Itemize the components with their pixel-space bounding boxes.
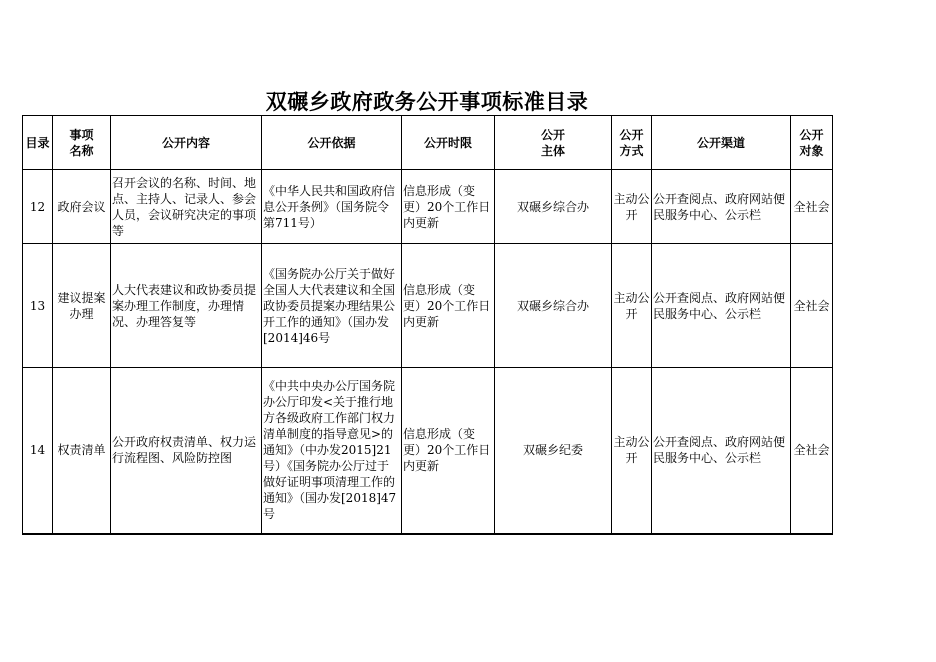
row-channel: 公开查阅点、政府网站便民服务中心、公示栏 xyxy=(652,368,791,534)
row-time-limit: 信息形成（变更）20个工作日内更新 xyxy=(402,170,495,244)
header-subject: 公开 主体 xyxy=(495,116,612,170)
row-basis: 《国务院办公厅关于做好全国人大代表建议和全国政协委员提案办理结果公开工作的通知》（国办发[2014]46号 xyxy=(262,244,402,368)
disclosure-catalog-table xyxy=(22,115,833,535)
row-item-name: 政府会议 xyxy=(53,170,111,244)
row-item-name: 权责清单 xyxy=(53,368,111,534)
row-item-name: 建议提案办理 xyxy=(53,244,111,368)
row-audience: 全社会 xyxy=(791,170,833,244)
header-index: 目录 xyxy=(23,116,53,170)
header-basis: 公开依据 xyxy=(262,116,402,170)
header-item-name: 事项 名称 xyxy=(53,116,111,170)
row-subject: 双碾乡纪委 xyxy=(495,368,612,534)
row-content: 召开会议的名称、时间、地点、主持人、记录人、参会人员，会议研究决定的事项等 xyxy=(111,170,262,244)
row-channel: 公开查阅点、政府网站便民服务中心、公示栏 xyxy=(652,170,791,244)
row-method: 主动公开 xyxy=(612,244,652,368)
header-time-limit: 公开时限 xyxy=(402,116,495,170)
row-channel: 公开查阅点、政府网站便民服务中心、公示栏 xyxy=(652,244,791,368)
table-row xyxy=(23,368,833,534)
header-channel: 公开渠道 xyxy=(652,116,791,170)
row-method: 主动公开 xyxy=(612,170,652,244)
row-basis: 《中华人民共和国政府信息公开条例》（国务院令第711号） xyxy=(262,170,402,244)
page-title: 双碾乡政府政务公开事项标准目录 xyxy=(265,90,589,114)
table-row xyxy=(23,170,833,244)
row-content: 人大代表建议和政协委员提案办理工作制度，办理情况、办理答复等 xyxy=(111,244,262,368)
table-row xyxy=(23,244,833,368)
row-audience: 全社会 xyxy=(791,368,833,534)
row-basis: 《中共中央办公厅国务院办公厅印发<关于推行地方各级政府工作部门权力清单制度的指导意见>的通知》（中办发2015]21号）《国务院办公厅过于做好证明事项清理工作的通知》（国办发[2018]47号 xyxy=(262,368,402,534)
header-row xyxy=(23,116,833,170)
row-subject: 双碾乡综合办 xyxy=(495,244,612,368)
row-time-limit: 信息形成（变更）20个工作日内更新 xyxy=(402,368,495,534)
row-content: 公开政府权责清单、权力运行流程图、风险防控图 xyxy=(111,368,262,534)
row-subject: 双碾乡综合办 xyxy=(495,170,612,244)
row-time-limit: 信息形成（变更）20个工作日内更新 xyxy=(402,244,495,368)
header-content: 公开内容 xyxy=(111,116,262,170)
row-method: 主动公开 xyxy=(612,368,652,534)
row-index: 14 xyxy=(23,368,53,534)
row-index: 13 xyxy=(23,244,53,368)
row-audience: 全社会 xyxy=(791,244,833,368)
header-method: 公开 方式 xyxy=(612,116,652,170)
row-index: 12 xyxy=(23,170,53,244)
header-audience: 公开 对象 xyxy=(791,116,833,170)
